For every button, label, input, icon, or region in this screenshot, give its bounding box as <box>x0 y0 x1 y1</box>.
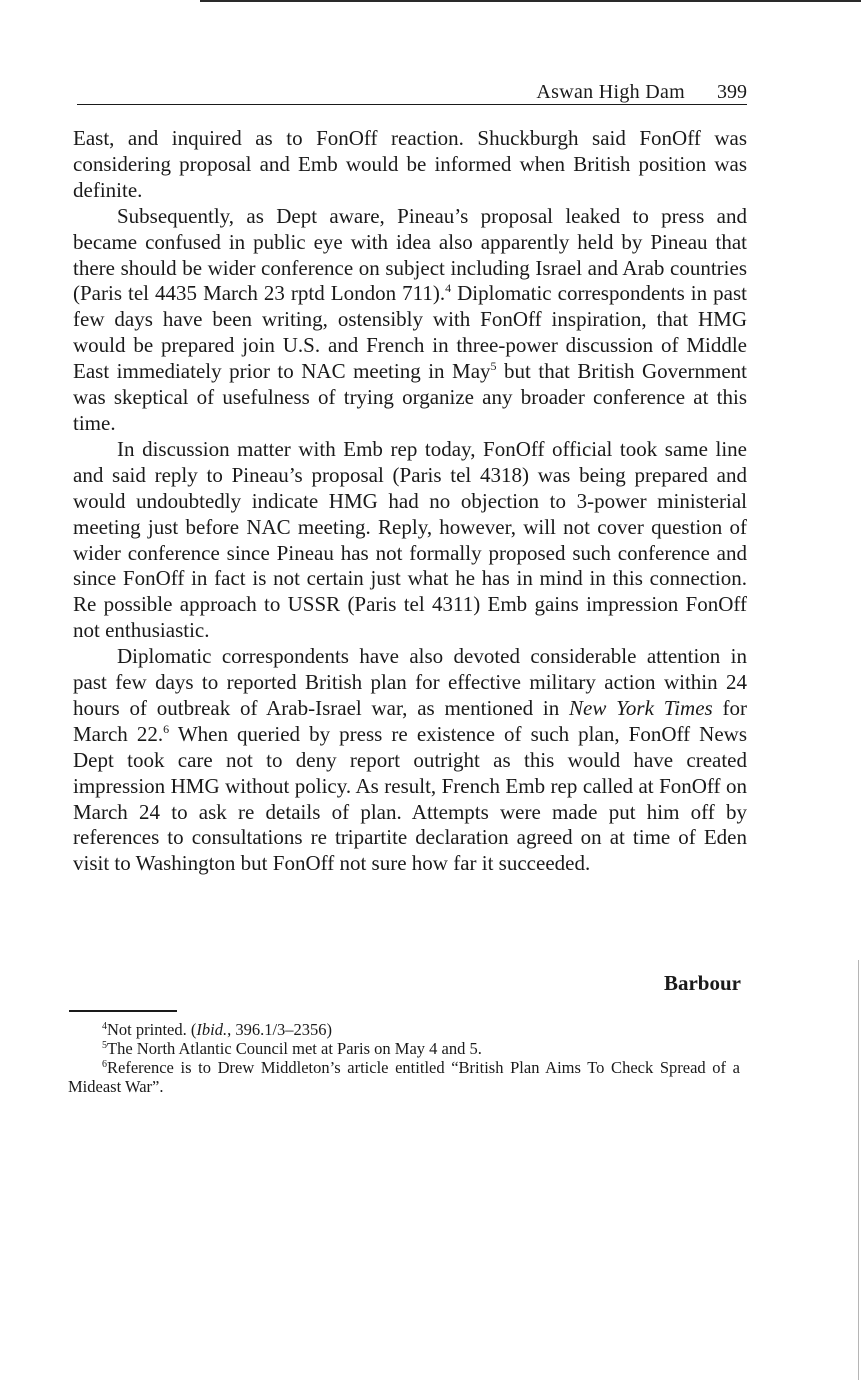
paragraph-3-text: In discussion matter with Emb rep today, FonOff official took same line and said reply to Pineau’s proposal (Paris tel 4318) was being prepared and would undoubtedly indicate HMG had no objection to 3-power ministerial meeting just before NAC meeting. Reply, however, will not cover question of wider conference since Pineau has not formally proposed such conference and since FonOff in fact is not certain just what he has in mind in this connection. Re possible approach to USSR (Paris tel 4311) Emb gains impression FonOff not enthusiastic. <box>73 436 747 643</box>
page-top-edge <box>200 0 861 2</box>
paragraph-1 <box>73 126 747 204</box>
footnote-ref-4: 4 <box>445 281 452 296</box>
paragraph-3 <box>73 437 747 644</box>
footnote-4 <box>68 1020 740 1039</box>
footnote-number: 4 <box>102 1021 107 1032</box>
document-body <box>73 126 747 877</box>
paragraph-4-text-b: for March 22. <box>73 695 747 746</box>
page-number: 399 <box>717 81 747 103</box>
running-head-title: Aswan High Dam <box>536 81 685 103</box>
footnote-number: 5 <box>102 1040 107 1051</box>
paragraph-2-text-b: Diplomatic correspondents in past few days have been writing, ostensibly with FonOff inspiration, that HMG would be prepared join U.S. and French in three-power discussion of Middle East immediately prior to NAC meeting in May <box>73 281 747 384</box>
footnote-ref-5: 5 <box>490 359 497 374</box>
footnote-5 <box>68 1039 740 1058</box>
footnote-6-text: Reference is to Drew Middleton’s article entitled “British Plan Aims To Check Spread of a Mideast War”. <box>68 1058 740 1096</box>
running-head <box>77 80 747 105</box>
paragraph-2 <box>73 204 747 437</box>
footnote-5-text: The North Atlantic Council met at Paris on May 4 and 5. <box>107 1039 482 1058</box>
paragraph-4-text-c: When queried by press re existence of such plan, FonOff News Dept took care not to deny report outright as this would have created impression HMG without policy. As result, French Emb rep called at FonOff on March 24 to ask re details of plan. Attempts were made put him off by references to consultations re tripartite declaration agreed on at time of Eden visit to Washington but FonOff not sure how far it succeeded. <box>73 721 747 876</box>
footnote-4-text-a: Not printed. ( <box>107 1020 197 1039</box>
paragraph-4-text-a: Diplomatic correspondents have also devoted considerable attention in past few days to reported British plan for effective military action within 24 hours of outbreak of Arab-Israel war, as mentioned in <box>73 644 747 720</box>
newspaper-title: New York Times <box>569 695 713 720</box>
footnote-4-text-b: , 396.1/3–2356) <box>227 1020 333 1039</box>
paragraph-2-text-a: Subsequently, as Dept aware, Pineau’s proposal leaked to press and became confused in public eye with idea also apparently held by Pineau that there should be wider conference on subject including Israel and Arab countries (Paris tel 4435 March 23 rptd London 711). <box>73 203 747 306</box>
page-right-edge <box>858 960 859 1380</box>
footnote-ref-6: 6 <box>163 721 170 736</box>
paragraph-1-text: East, and inquired as to FonOff reaction. Shuckburgh said FonOff was considering proposal and Emb would be informed when British position was definite. <box>73 126 747 202</box>
footnote-rule <box>69 1010 177 1012</box>
footnote-4-ibid: Ibid. <box>196 1020 228 1039</box>
paragraph-2-text-c: but that British Government was skeptical of usefulness of trying organize any broader conference at this time. <box>73 359 747 435</box>
footnotes <box>68 1020 740 1096</box>
signature: Barbour <box>663 971 741 995</box>
footnote-number: 6 <box>102 1059 107 1070</box>
footnote-6 <box>68 1058 740 1096</box>
paragraph-4 <box>73 644 747 877</box>
